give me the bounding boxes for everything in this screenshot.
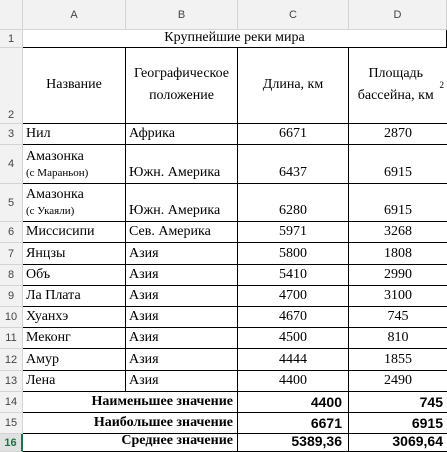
river-name-cell[interactable]: [23, 243, 126, 265]
summary-area-cell[interactable]: 6915: [349, 413, 447, 434]
river-name-cell[interactable]: [23, 222, 126, 243]
river-geo-cell[interactable]: Южн. Америка: [126, 184, 238, 222]
summary-area-cell[interactable]: 3069,64: [349, 434, 447, 452]
river-name-cell[interactable]: [23, 265, 126, 286]
river-length-cell[interactable]: 4670: [238, 307, 349, 328]
river-area-cell[interactable]: 3100: [349, 286, 447, 307]
river-name: Объ: [26, 267, 51, 282]
summary-area-cell[interactable]: 745: [349, 392, 447, 413]
river-geo-cell[interactable]: Южн. Америка: [126, 145, 238, 184]
river-geo-cell[interactable]: Африка: [126, 124, 238, 145]
river-geo-cell[interactable]: Азия: [126, 243, 238, 265]
header-geo[interactable]: Географическое положение: [126, 48, 238, 124]
river-geo-cell[interactable]: Азия: [126, 265, 238, 286]
river-name: Меконг: [26, 330, 71, 345]
row-header-6[interactable]: 6: [0, 222, 23, 243]
summary-length-cell[interactable]: 6671: [238, 413, 349, 434]
header-length[interactable]: Длина, км: [238, 48, 349, 124]
river-area-cell[interactable]: 745: [349, 307, 447, 328]
river-area-cell[interactable]: 6915: [349, 184, 447, 222]
summary-label-cell[interactable]: Наименьшее значение: [23, 392, 238, 413]
river-geo-cell[interactable]: Сев. Америка: [126, 222, 238, 243]
row-header-8[interactable]: 8: [0, 265, 23, 286]
river-length-cell[interactable]: 5971: [238, 222, 349, 243]
river-name: Лена: [26, 373, 56, 388]
river-geo-cell[interactable]: Азия: [126, 286, 238, 307]
row-header-10[interactable]: 10: [0, 307, 23, 328]
river-length-cell[interactable]: 5410: [238, 265, 349, 286]
river-name-note: (с Мараньон): [26, 167, 89, 179]
column-header-c[interactable]: C: [238, 0, 349, 30]
river-length-cell[interactable]: 4700: [238, 286, 349, 307]
row-header-14[interactable]: 14: [0, 392, 23, 413]
river-area-cell[interactable]: 2990: [349, 265, 447, 286]
river-length-cell[interactable]: 6437: [238, 145, 349, 184]
river-area-cell[interactable]: 2490: [349, 371, 447, 392]
row-header-12[interactable]: 12: [0, 349, 23, 371]
river-length-cell[interactable]: 4500: [238, 328, 349, 349]
river-name: Амазонка: [26, 187, 84, 202]
row-header-5[interactable]: 5: [0, 184, 23, 222]
select-all-corner[interactable]: [0, 0, 23, 30]
row-header-2[interactable]: 2: [0, 48, 23, 124]
river-geo-cell[interactable]: Азия: [126, 371, 238, 392]
river-length-cell[interactable]: 6671: [238, 124, 349, 145]
river-name: Хуанхэ: [26, 309, 69, 324]
river-name-cell[interactable]: [23, 124, 126, 145]
river-geo-cell[interactable]: Азия: [126, 328, 238, 349]
river-name: Миссисипи: [26, 224, 95, 239]
row-header-4[interactable]: 4: [0, 145, 23, 184]
river-area-cell[interactable]: 810: [349, 328, 447, 349]
column-header-d[interactable]: D: [349, 0, 447, 30]
river-name: Ла Плата: [26, 288, 81, 303]
river-area-cell[interactable]: 6915: [349, 145, 447, 184]
river-length-cell[interactable]: 6280: [238, 184, 349, 222]
summary-label-cell[interactable]: Наибольшее значение: [23, 413, 238, 434]
row-header-11[interactable]: 11: [0, 328, 23, 349]
river-geo-cell[interactable]: Азия: [126, 349, 238, 371]
river-name: Амазонка: [26, 149, 84, 164]
column-header-a[interactable]: A: [23, 0, 126, 30]
river-length-cell[interactable]: 4400: [238, 371, 349, 392]
river-name-cell[interactable]: [23, 328, 126, 349]
river-area-cell[interactable]: 1808: [349, 243, 447, 265]
header-area-label: Площадь бассейна, км: [357, 65, 434, 103]
river-name-cell[interactable]: [23, 349, 126, 371]
river-name-cell[interactable]: [23, 145, 126, 184]
header-area[interactable]: [349, 48, 447, 124]
row-header-7[interactable]: 7: [0, 243, 23, 265]
river-length-cell[interactable]: 4444: [238, 349, 349, 371]
header-name[interactable]: Название: [23, 48, 126, 124]
river-geo-cell[interactable]: Азия: [126, 307, 238, 328]
river-length-cell[interactable]: 5800: [238, 243, 349, 265]
river-area-cell[interactable]: 2870: [349, 124, 447, 145]
river-area-cell[interactable]: 3268: [349, 222, 447, 243]
river-name: Янцзы: [26, 246, 66, 261]
river-name: Амур: [26, 352, 59, 367]
summary-length-cell[interactable]: 4400: [238, 392, 349, 413]
column-header-b[interactable]: B: [126, 0, 238, 30]
river-name-cell[interactable]: [23, 286, 126, 307]
river-name-cell[interactable]: [23, 371, 126, 392]
summary-label-cell[interactable]: Среднее значение: [23, 434, 238, 452]
row-header-16[interactable]: 16: [0, 434, 23, 452]
row-header-13[interactable]: 13: [0, 371, 23, 392]
sheet-title[interactable]: Крупнейшие реки мира: [23, 30, 447, 48]
header-area-superscript: 2: [439, 79, 444, 90]
row-header-15[interactable]: 15: [0, 413, 23, 434]
river-area-cell[interactable]: 1855: [349, 349, 447, 371]
river-name-note: (с Укаяли): [26, 205, 75, 217]
river-name-cell[interactable]: [23, 307, 126, 328]
row-header-1[interactable]: 1: [0, 30, 23, 48]
river-name: Нил: [26, 126, 51, 141]
row-header-9[interactable]: 9: [0, 286, 23, 307]
river-name-cell[interactable]: [23, 184, 126, 222]
summary-length-cell[interactable]: 5389,36: [238, 434, 349, 452]
row-header-3[interactable]: 3: [0, 124, 23, 145]
